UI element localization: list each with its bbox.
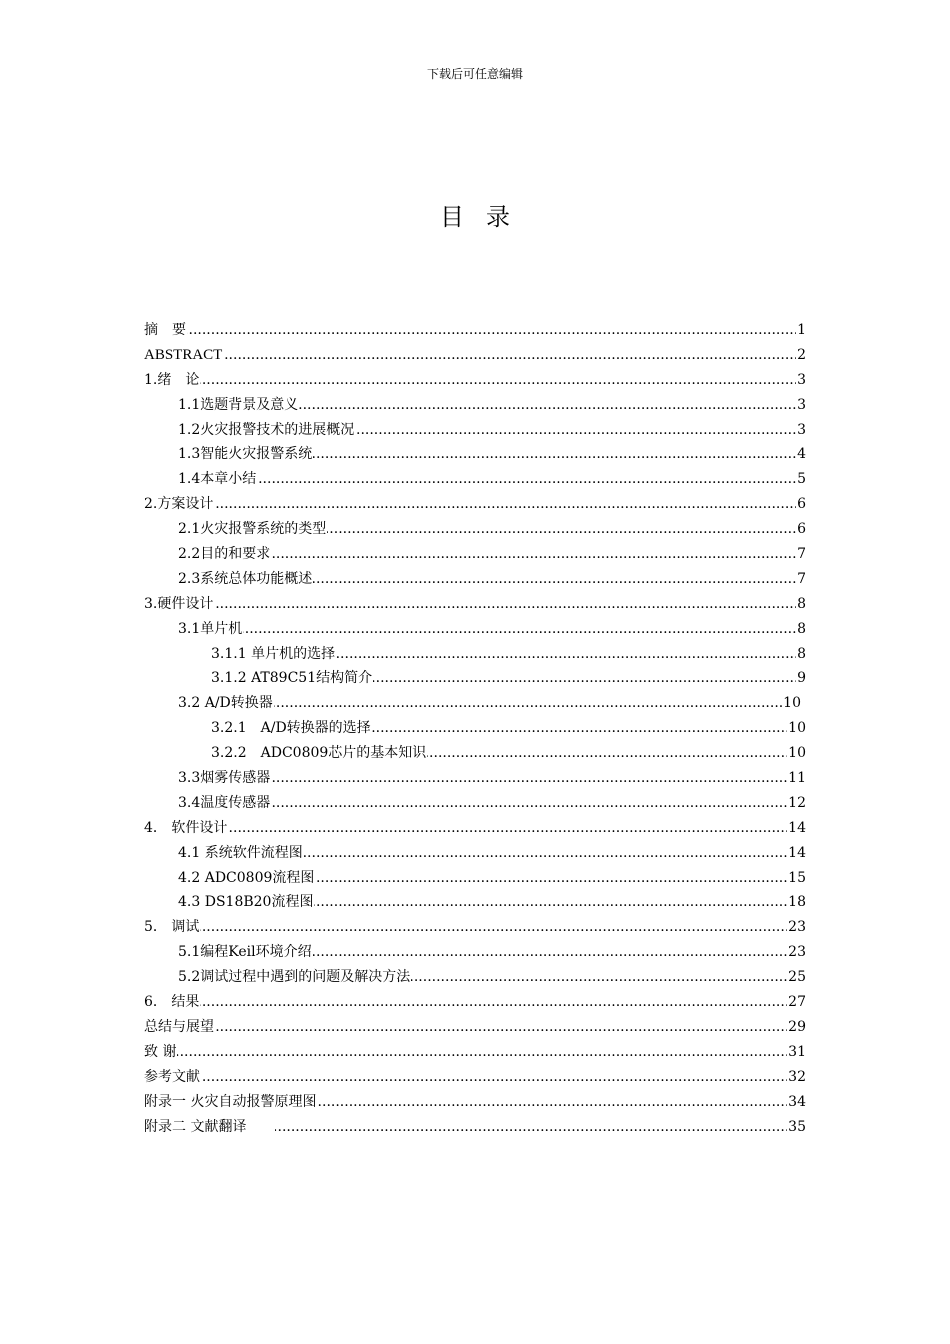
- toc-entry-page-number: 15: [787, 866, 806, 891]
- toc-entry[interactable]: [0, 915, 950, 940]
- toc-entry-page-number: 35: [787, 1115, 806, 1140]
- toc-entry[interactable]: [0, 617, 950, 642]
- toc-dot-leader: [144, 368, 806, 393]
- toc-entry[interactable]: [0, 368, 950, 393]
- toc-entry-label: 2.3系统总体功能概述: [178, 567, 313, 592]
- toc-entry-page-number: 25: [787, 965, 806, 990]
- toc-dot-leader: [144, 1015, 806, 1040]
- toc-dot-leader: [144, 990, 806, 1015]
- toc-entry-page-number: 11: [787, 766, 806, 791]
- toc-entry-label: 3.2 A/D转换器: [178, 691, 274, 716]
- toc-entry-label: 4.2 ADC0809流程图: [178, 866, 315, 891]
- toc-entry-page-number: 27: [787, 990, 806, 1015]
- toc-entry-label: 附录二 文献翻译: [144, 1115, 275, 1140]
- toc-entry-page-number: 31: [787, 1040, 806, 1065]
- toc-entry-label: 总结与展望: [144, 1015, 215, 1040]
- toc-entry-label: 4.3 DS18B20流程图: [178, 890, 314, 915]
- toc-entry-label: 6． 结果: [144, 990, 200, 1015]
- toc-entry[interactable]: [0, 890, 950, 915]
- page-title: 目录: [440, 203, 532, 231]
- toc-entry-label: 1.4本章小结: [178, 467, 257, 492]
- toc-entry-page-number: 3: [796, 418, 806, 443]
- toc-entry-page-number: 6: [796, 492, 806, 517]
- toc-dot-leader: [178, 542, 806, 567]
- toc-entry-page-number: 12: [787, 791, 806, 816]
- toc-dot-leader: [144, 915, 806, 940]
- toc-entry[interactable]: [0, 1090, 950, 1115]
- toc-entry-page-number: 8: [796, 592, 806, 617]
- toc-entry-page-number: 10: [782, 691, 801, 716]
- toc-dot-leader: [144, 1040, 806, 1065]
- toc-entry-page-number: 8: [796, 642, 806, 667]
- toc-entry[interactable]: [0, 841, 950, 866]
- toc-entry[interactable]: [0, 467, 950, 492]
- toc-dot-leader: [144, 343, 806, 368]
- toc-entry-label: 3.1单片机: [178, 617, 243, 642]
- toc-entry[interactable]: [0, 1015, 950, 1040]
- toc-entry-page-number: 10: [787, 716, 806, 741]
- toc-entry-label: 2.2目的和要求: [178, 542, 271, 567]
- toc-dot-leader: [144, 1065, 806, 1090]
- toc-entry[interactable]: [0, 666, 950, 691]
- toc-entry[interactable]: [0, 816, 950, 841]
- table-of-contents: [0, 318, 950, 1139]
- toc-entry[interactable]: [0, 741, 950, 766]
- toc-entry[interactable]: [0, 1065, 950, 1090]
- toc-dot-leader: [178, 791, 806, 816]
- toc-entry-label: 3.1.1 单片机的选择: [211, 642, 336, 667]
- toc-dot-leader: [144, 318, 806, 343]
- toc-entry[interactable]: [0, 766, 950, 791]
- toc-entry-label: 5． 调试: [144, 915, 200, 940]
- toc-entry-page-number: 1: [796, 318, 806, 343]
- toc-entry-label: 5.2调试过程中遇到的问题及解决方法: [178, 965, 411, 990]
- toc-entry-label: 3.硬件设计: [144, 592, 214, 617]
- toc-entry-label: 2.1火灾报警系统的类型: [178, 517, 327, 542]
- toc-entry-page-number: 7: [796, 542, 806, 567]
- toc-dot-leader: [144, 492, 806, 517]
- toc-entry-page-number: 7: [796, 567, 806, 592]
- toc-entry-page-number: 9: [796, 666, 806, 691]
- toc-entry[interactable]: [0, 442, 950, 467]
- toc-entry[interactable]: [0, 393, 950, 418]
- toc-entry-label: 1.2火灾报警技术的进展概况: [178, 418, 355, 443]
- toc-entry-page-number: 4: [796, 442, 806, 467]
- toc-entry-label: 4． 软件设计: [144, 816, 228, 841]
- toc-entry-label: 3.2.1 A/D转换器的选择: [211, 716, 372, 741]
- toc-entry-label: 3.1.2 AT89C51结构简介: [211, 666, 373, 691]
- toc-entry[interactable]: [0, 791, 950, 816]
- toc-entry[interactable]: [0, 343, 950, 368]
- toc-entry-page-number: 10: [787, 741, 806, 766]
- toc-entry[interactable]: [0, 990, 950, 1015]
- toc-entry-page-number: 3: [796, 368, 806, 393]
- page-header-note: 下载后可任意编辑: [426, 67, 523, 81]
- toc-entry[interactable]: [0, 418, 950, 443]
- toc-entry[interactable]: [0, 642, 950, 667]
- toc-entry[interactable]: [0, 866, 950, 891]
- toc-dot-leader: [178, 766, 806, 791]
- toc-entry-label: 1.3智能火灾报警系统: [178, 442, 313, 467]
- toc-entry-label: 3.3烟雾传感器: [178, 766, 271, 791]
- toc-entry[interactable]: [0, 567, 950, 592]
- toc-entry[interactable]: [0, 965, 950, 990]
- toc-entry-page-number: 18: [787, 890, 806, 915]
- toc-entry-label: 参考文献: [144, 1065, 201, 1090]
- toc-entry-page-number: 14: [787, 816, 806, 841]
- toc-entry-page-number: 8: [796, 617, 806, 642]
- toc-entry[interactable]: [0, 1040, 950, 1065]
- toc-entry[interactable]: [0, 318, 950, 343]
- toc-entry-label: 2.方案设计: [144, 492, 214, 517]
- toc-dot-leader: [178, 617, 806, 642]
- toc-entry[interactable]: [0, 716, 950, 741]
- toc-entry-page-number: 29: [787, 1015, 806, 1040]
- toc-entry-label: 致 谢: [144, 1040, 177, 1065]
- toc-entry-label: 4.1 系统软件流程图: [178, 841, 304, 866]
- toc-entry-page-number: 2: [796, 343, 806, 368]
- toc-dot-leader: [178, 467, 806, 492]
- toc-entry-label: 附录一 火灾自动报警原理图: [144, 1090, 317, 1115]
- toc-entry[interactable]: [0, 542, 950, 567]
- toc-entry[interactable]: [0, 492, 950, 517]
- toc-entry-page-number: 32: [787, 1065, 806, 1090]
- toc-entry-label: 3.2.2 ADC0809芯片的基本知识: [211, 741, 427, 766]
- toc-entry-label: ABSTRACT: [144, 343, 223, 368]
- toc-entry-label: 1.绪 论: [144, 368, 200, 393]
- toc-entry[interactable]: [0, 940, 950, 965]
- toc-entry-page-number: 23: [787, 915, 806, 940]
- toc-entry-page-number: 14: [787, 841, 806, 866]
- toc-entry-page-number: 5: [796, 467, 806, 492]
- toc-entry-label: 1.1选题背景及意义: [178, 393, 299, 418]
- toc-dot-leader: [144, 816, 806, 841]
- toc-entry[interactable]: [0, 691, 950, 716]
- toc-entry[interactable]: [0, 517, 950, 542]
- toc-entry-page-number: 3: [796, 393, 806, 418]
- toc-entry-page-number: 23: [787, 940, 806, 965]
- toc-entry-page-number: 34: [787, 1090, 806, 1115]
- toc-entry-label: 5.1编程Keil环境介绍: [178, 940, 313, 965]
- toc-entry[interactable]: [0, 1115, 950, 1140]
- toc-entry-page-number: 6: [796, 517, 806, 542]
- toc-entry-label: 3.4温度传感器: [178, 791, 271, 816]
- toc-entry[interactable]: [0, 592, 950, 617]
- toc-entry-label: 摘 要: [144, 318, 187, 343]
- toc-dot-leader: [144, 592, 806, 617]
